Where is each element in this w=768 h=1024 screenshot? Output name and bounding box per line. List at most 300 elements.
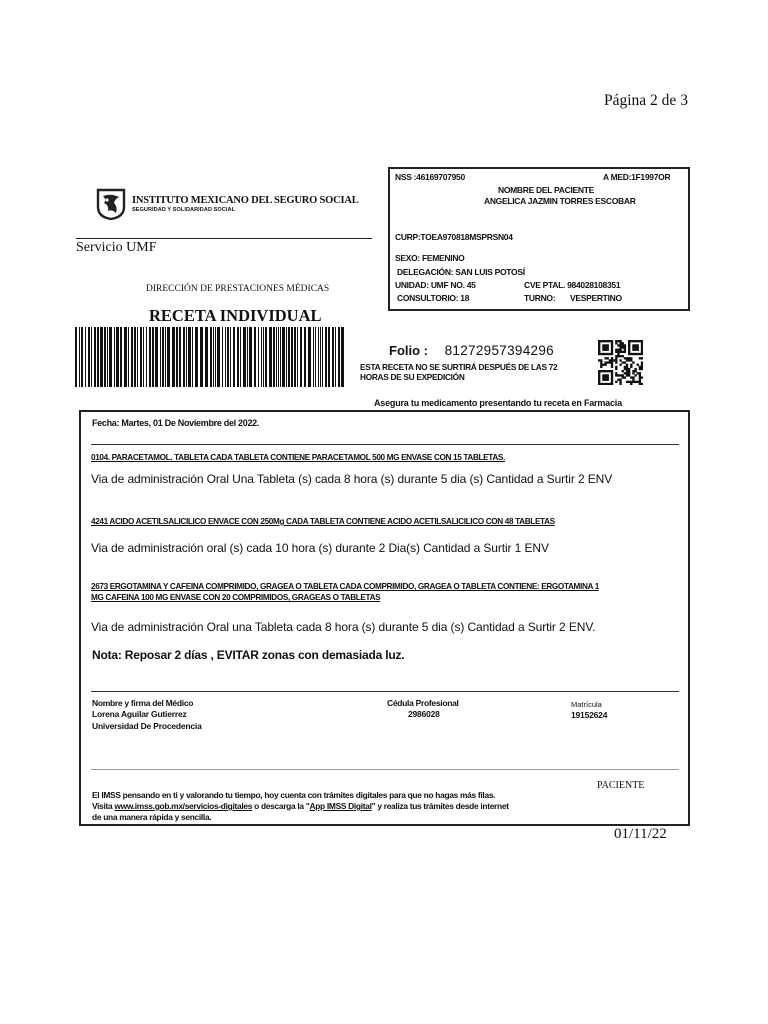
qr-module	[626, 366, 628, 368]
qr-module	[611, 353, 613, 355]
qr-module	[637, 364, 639, 366]
barcode-bar	[304, 327, 306, 387]
qr-module	[609, 359, 611, 361]
barcode-bar	[294, 327, 296, 387]
qr-module	[604, 357, 606, 359]
medication-instructions: Via de administración Oral Una Tableta (s) cada 8 hora (s) durante 5 dia (s) Cantidad a Surtir 2 ENV	[91, 472, 613, 486]
qr-module	[619, 374, 621, 376]
qr-module	[615, 340, 617, 342]
sexo: SEXO: FEMENINO	[395, 253, 465, 263]
qr-module	[628, 357, 630, 359]
doctor-name-label: Nombre y firma del Médico	[92, 698, 194, 708]
delegacion: DELEGACIÓN: SAN LUIS POTOSÍ	[397, 267, 525, 277]
qr-module	[604, 383, 606, 385]
qr-module	[634, 344, 636, 346]
barcode-bar	[186, 327, 187, 387]
barcode-bar	[107, 327, 108, 387]
curp: CURP:TOEA970818MSPRSN04	[395, 232, 513, 242]
barcode-bar	[288, 327, 290, 387]
barcode-bar	[176, 327, 178, 387]
qr-module	[622, 344, 624, 346]
barcode-bar	[276, 327, 277, 387]
barcode-bar	[230, 327, 231, 387]
qr-module	[598, 346, 600, 348]
qr-module	[639, 374, 641, 376]
qr-module	[615, 381, 617, 383]
imss-services-link[interactable]: www.imss.gob.mx/servicios-digitales	[114, 801, 253, 811]
barcode-bar	[273, 327, 275, 387]
barcode-bar	[114, 327, 115, 387]
qr-module	[617, 344, 619, 346]
patient-info-box	[388, 167, 690, 311]
qr-module	[619, 355, 621, 357]
qr-module	[598, 376, 600, 378]
qr-module	[598, 379, 600, 381]
qr-module	[609, 340, 611, 342]
page-number: Página 2 de 3	[604, 92, 688, 109]
qr-module	[619, 359, 621, 361]
qr-module	[600, 340, 602, 342]
matricula-value: 19152624	[571, 710, 608, 720]
service-label: Servicio UMF	[76, 240, 157, 255]
qr-module	[604, 364, 606, 366]
qr-module	[619, 383, 621, 385]
qr-module	[641, 346, 643, 348]
qr-module	[624, 368, 626, 370]
barcode-bar	[94, 327, 96, 387]
qr-module	[634, 346, 636, 348]
qr-module	[613, 359, 615, 361]
barcode-bar	[263, 327, 264, 387]
barcode-bar	[254, 327, 256, 387]
qr-module	[624, 349, 626, 351]
qr-module	[619, 349, 621, 351]
qr-module	[611, 349, 613, 351]
imss-digital-message	[92, 790, 612, 823]
qr-module	[611, 359, 613, 361]
barcode-bar	[210, 327, 212, 387]
barcode-bar	[160, 327, 161, 387]
unidad: UNIDAD: UMF NO. 45	[395, 280, 476, 290]
qr-module	[615, 355, 617, 357]
barcode-bar	[200, 327, 203, 387]
qr-module	[602, 353, 604, 355]
barcode-bar	[91, 327, 92, 387]
qr-module	[600, 364, 602, 366]
qr-module	[611, 379, 613, 381]
barcode-bar	[167, 327, 170, 387]
qr-module	[630, 366, 632, 368]
qr-module	[611, 361, 613, 363]
barcode-bar	[124, 327, 127, 387]
qr-module	[619, 379, 621, 381]
barcode-bar	[258, 327, 259, 387]
qr-module	[602, 346, 604, 348]
qr-module	[639, 372, 641, 374]
qr-module	[611, 344, 613, 346]
barcode-bar	[85, 327, 86, 387]
qr-module	[630, 340, 632, 342]
barcode-bar	[278, 327, 279, 387]
qr-module	[600, 353, 602, 355]
qr-module	[628, 368, 630, 370]
qr-module	[626, 359, 628, 361]
barcode-bar	[286, 327, 287, 387]
qr-module	[615, 366, 617, 368]
qr-module	[609, 361, 611, 363]
qr-module	[600, 366, 602, 368]
qr-module	[617, 351, 619, 353]
service-divider	[76, 238, 372, 239]
qr-module	[615, 359, 617, 361]
barcode-bar	[332, 327, 334, 387]
qr-module	[604, 349, 606, 351]
qr-module	[641, 349, 643, 351]
divider	[91, 769, 679, 770]
qr-module	[632, 349, 634, 351]
qr-module	[624, 351, 626, 353]
qr-module	[624, 357, 626, 359]
qr-module	[632, 376, 634, 378]
medication-title: 2673 ERGOTAMINA Y CAFEINA COMPRIMIDO, GRAGEA O TABLETA CADA COMPRIMIDO, GRAGEA O TABLETA CONTIENE: ERGOTAMINA 1	[91, 582, 599, 591]
qr-module	[611, 374, 613, 376]
qr-module	[607, 379, 609, 381]
barcode-bar	[192, 327, 193, 387]
qr-module	[624, 366, 626, 368]
qr-module	[637, 381, 639, 383]
qr-module	[641, 368, 643, 370]
barcode-bar	[308, 327, 311, 387]
barcode-bar	[100, 327, 103, 387]
qr-module	[611, 372, 613, 374]
qr-module	[607, 374, 609, 376]
qr-module	[624, 361, 626, 363]
qr-module	[615, 368, 617, 370]
barcode-bar	[335, 327, 336, 387]
qr-module	[622, 376, 624, 378]
folio-label: Folio :	[389, 343, 428, 358]
qr-module	[609, 353, 611, 355]
qr-module	[607, 349, 609, 351]
qr-module	[634, 381, 636, 383]
barcode-bar	[81, 327, 83, 387]
qr-module	[626, 372, 628, 374]
qr-module	[602, 364, 604, 366]
barcode-bar	[249, 327, 252, 387]
medication-title: MG CAFEINA 100 MG ENVASE CON 20 COMPRIMIDOS, GRAGEAS O TABLETAS	[91, 593, 381, 602]
qr-module	[626, 357, 628, 359]
barcode-bar	[188, 327, 191, 387]
medication-instructions: Via de administración oral (s) cada 10 hora (s) durante 2 Dia(s) Cantidad a Surtir 1 ENV	[91, 541, 549, 555]
barcode-bar	[280, 327, 281, 387]
qr-module	[624, 344, 626, 346]
barcode-bar	[315, 327, 316, 387]
barcode-bar	[225, 327, 226, 387]
qr-module	[607, 376, 609, 378]
qr-module	[598, 359, 600, 361]
qr-module	[598, 349, 600, 351]
qr-module	[600, 359, 602, 361]
barcode-bar	[109, 327, 112, 387]
qr-module	[634, 349, 636, 351]
barcode-bar	[179, 327, 181, 387]
qr-module	[632, 370, 634, 372]
qr-module	[619, 364, 621, 366]
qr-module	[607, 344, 609, 346]
qr-module	[622, 374, 624, 376]
barcode-bar	[217, 327, 220, 387]
qr-module	[630, 383, 632, 385]
qr-module	[602, 370, 604, 372]
qr-module	[624, 346, 626, 348]
qr-module	[641, 344, 643, 346]
qr-module	[641, 342, 643, 344]
barcode-bar	[313, 327, 314, 387]
qr-module	[637, 372, 639, 374]
medication-title: 4241 ACIDO ACETILSALICILICO ENVACE CON 250Mg CADA TABLETA CONTIENE ACIDO ACETILSALICILICO CON 48 TABLETAS	[91, 517, 555, 526]
qr-module	[619, 340, 621, 342]
qr-module	[598, 353, 600, 355]
divider	[91, 444, 679, 445]
qr-module	[628, 344, 630, 346]
folio	[389, 343, 554, 358]
qr-module	[615, 349, 617, 351]
qr-module	[604, 361, 606, 363]
qr-module	[611, 340, 613, 342]
qr-module	[632, 340, 634, 342]
qr-module	[615, 357, 617, 359]
qr-module	[632, 353, 634, 355]
qr-module	[602, 374, 604, 376]
qr-module	[607, 383, 609, 385]
qr-module	[626, 374, 628, 376]
qr-module	[641, 340, 643, 342]
qr-module	[634, 340, 636, 342]
qr-module	[628, 372, 630, 374]
cedula-label: Cédula Profesional	[387, 698, 459, 708]
message-line: El IMSS pensando en ti y valorando tu tiempo, hoy cuenta con trámites digitales para que no hagas más filas.	[92, 790, 496, 800]
barcode-bar	[131, 327, 133, 387]
qr-module	[632, 372, 634, 374]
qr-module	[630, 359, 632, 361]
barcode-bar	[320, 327, 321, 387]
qr-module	[634, 368, 636, 370]
institution-subtitle: SEGURIDAD Y SOLIDARIDAD SOCIAL	[132, 207, 236, 213]
qr-module	[628, 381, 630, 383]
qr-module	[600, 361, 602, 363]
qr-module	[639, 383, 641, 385]
qr-module	[607, 340, 609, 342]
message-text: " y realiza tus trámites desde internet	[371, 801, 509, 811]
qr-module	[611, 364, 613, 366]
folio-expiry-note: ESTA RECETA NO SE SURTIRÁ DESPUÉS DE LAS 72 HORAS DE SU EXPEDICIÓN	[360, 362, 558, 382]
qr-module	[634, 353, 636, 355]
qr-module	[598, 351, 600, 353]
qr-module	[639, 376, 641, 378]
qr-module	[602, 379, 604, 381]
copy-label: PACIENTE	[597, 780, 645, 791]
barcode-bar	[328, 327, 330, 387]
qr-module	[630, 381, 632, 383]
barcode-bar	[233, 327, 235, 387]
qr-module	[628, 349, 630, 351]
qr-code	[598, 340, 643, 385]
imss-logo	[94, 187, 359, 221]
qr-module	[622, 351, 624, 353]
qr-module	[617, 340, 619, 342]
medication-title: 0104. PARACETAMOL. TABLETA CADA TABLETA CONTIENE PARACETAMOL 500 MG ENVASE CON 15 TABLETAS.	[91, 453, 505, 462]
qr-module	[607, 357, 609, 359]
qr-module	[611, 357, 613, 359]
qr-module	[604, 379, 606, 381]
qr-module	[598, 372, 600, 374]
barcode-bar	[155, 327, 158, 387]
message-text: o descarga la "	[252, 801, 310, 811]
qr-module	[630, 364, 632, 366]
qr-module	[637, 346, 639, 348]
qr-module	[611, 370, 613, 372]
qr-module	[600, 370, 602, 372]
patient-name-label: NOMBRE DEL PACIENTE	[498, 185, 594, 195]
qr-module	[615, 372, 617, 374]
qr-module	[639, 379, 641, 381]
qr-module	[637, 349, 639, 351]
barcode	[75, 327, 345, 387]
qr-module	[632, 344, 634, 346]
barcode-bar	[97, 327, 99, 387]
qr-module	[619, 346, 621, 348]
qr-module	[607, 346, 609, 348]
barcode-bar	[240, 327, 241, 387]
qr-module	[617, 379, 619, 381]
qr-module	[639, 366, 641, 368]
barcode-bar	[116, 327, 119, 387]
qr-module	[619, 342, 621, 344]
qr-module	[615, 374, 617, 376]
barcode-bar	[213, 327, 214, 387]
farmacia-note: Asegura tu medicamento presentando tu receta en Farmacia	[374, 398, 622, 408]
barcode-bar	[325, 327, 327, 387]
barcode-bar	[338, 327, 340, 387]
qr-module	[611, 376, 613, 378]
barcode-bar	[261, 327, 262, 387]
qr-module	[604, 376, 606, 378]
qr-module	[641, 364, 643, 366]
qr-module	[609, 370, 611, 372]
qr-module	[626, 368, 628, 370]
a-med: A MED:1F1997OR	[603, 172, 671, 182]
folio-number: 81272957394296	[444, 343, 554, 358]
qr-module	[628, 374, 630, 376]
qr-module	[619, 351, 621, 353]
matricula-label: Matrícula	[571, 700, 602, 709]
qr-module	[637, 344, 639, 346]
qr-module	[630, 353, 632, 355]
barcode-bar	[282, 327, 285, 387]
qr-module	[641, 366, 643, 368]
qr-module	[598, 340, 600, 342]
qr-module	[604, 370, 606, 372]
qr-module	[626, 370, 628, 372]
barcode-bar	[79, 327, 80, 387]
imss-eagle-logo-icon	[94, 187, 128, 221]
nss: NSS :46169707950	[395, 172, 465, 182]
qr-module	[641, 376, 643, 378]
barcode-bar	[269, 327, 272, 387]
doctor-university: Universidad De Procedencia	[92, 721, 202, 731]
qr-module	[604, 340, 606, 342]
doctor-name: Lorena Aguilar Gutierrez	[92, 709, 187, 719]
qr-module	[619, 381, 621, 383]
barcode-bar	[140, 327, 142, 387]
barcode-bar	[172, 327, 175, 387]
qr-module	[622, 346, 624, 348]
qr-module	[617, 349, 619, 351]
barcode-bar	[165, 327, 166, 387]
qr-module	[602, 376, 604, 378]
barcode-bar	[300, 327, 302, 387]
document-title: RECETA INDIVIDUAL	[149, 306, 322, 325]
qr-module	[624, 372, 626, 374]
barcode-bar	[137, 327, 138, 387]
qr-module	[622, 355, 624, 357]
qr-module	[615, 342, 617, 344]
qr-module	[624, 376, 626, 378]
barcode-bar	[227, 327, 229, 387]
barcode-bar	[205, 327, 208, 387]
qr-module	[632, 346, 634, 348]
qr-module	[622, 361, 624, 363]
barcode-bar	[243, 327, 246, 387]
qr-module	[637, 353, 639, 355]
message-text: Visita	[92, 801, 115, 811]
qr-module	[598, 381, 600, 383]
turno-label: TURNO:	[524, 293, 556, 303]
qr-module	[615, 361, 617, 363]
qr-module	[639, 340, 641, 342]
qr-module	[609, 383, 611, 385]
qr-module	[611, 366, 613, 368]
qr-module	[628, 340, 630, 342]
barcode-bar	[162, 327, 164, 387]
qr-module	[622, 342, 624, 344]
qr-module	[617, 355, 619, 357]
qr-module	[615, 351, 617, 353]
medication-instructions: Via de administración Oral una Tableta cada 8 hora (s) durante 5 dia (s) Cantidad a Surtir 2 ENV.	[91, 620, 596, 634]
qr-module	[634, 374, 636, 376]
qr-module	[598, 344, 600, 346]
footer-date: 01/11/22	[614, 826, 667, 842]
qr-module	[632, 379, 634, 381]
imss-app-link[interactable]: App IMSS Digital	[309, 801, 372, 811]
qr-module	[622, 370, 624, 372]
qr-module	[641, 353, 643, 355]
barcode-bar	[152, 327, 154, 387]
barcode-bar	[75, 327, 77, 387]
consultorio: CONSULTORIO: 18	[397, 293, 470, 303]
barcode-bar	[215, 327, 216, 387]
barcode-bar	[297, 327, 298, 387]
qr-module	[632, 381, 634, 383]
barcode-bar	[134, 327, 136, 387]
barcode-bar	[237, 327, 239, 387]
qr-module	[611, 346, 613, 348]
barcode-bar	[222, 327, 223, 387]
qr-module	[598, 370, 600, 372]
patient-name: ANGELICA JAZMIN TORRES ESCOBAR	[484, 196, 636, 206]
qr-module	[611, 381, 613, 383]
qr-module	[604, 353, 606, 355]
